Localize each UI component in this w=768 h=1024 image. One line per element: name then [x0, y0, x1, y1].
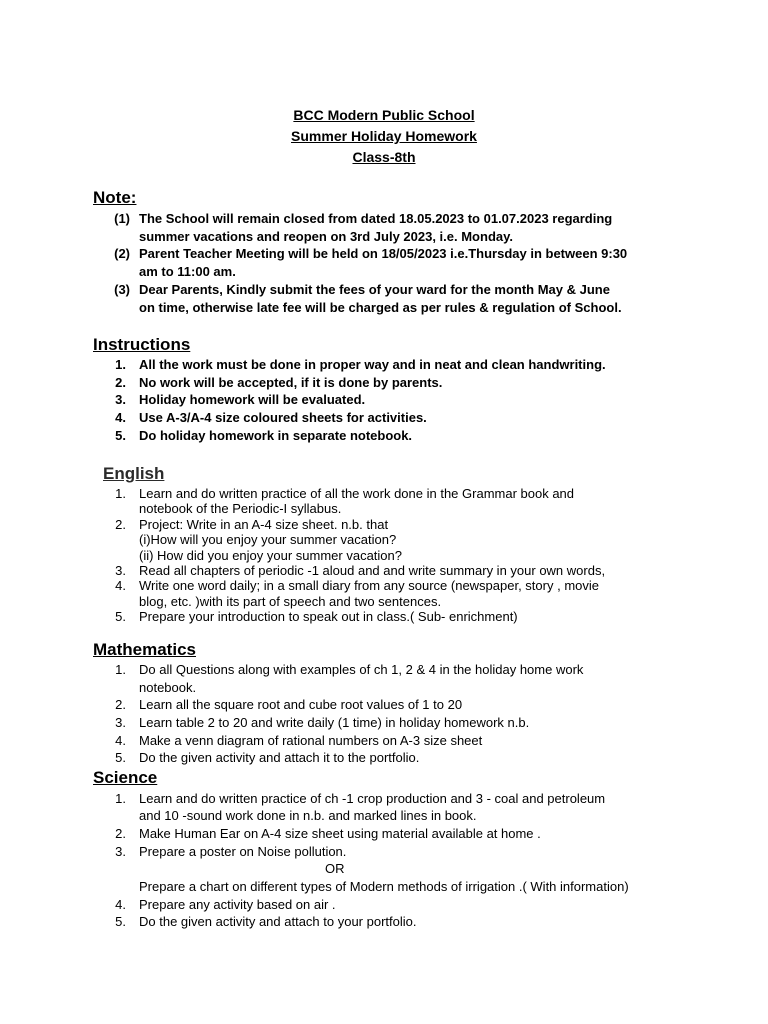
- instruction-number: 5.: [115, 428, 126, 443]
- science-heading: Science: [93, 768, 158, 787]
- science-item-line: Prepare a chart on different types of Modern methods of irrigation .( With information): [139, 879, 629, 894]
- math-item-number: 4.: [115, 733, 126, 748]
- note-item-line: Dear Parents, Kindly submit the fees of your ward for the month May & June: [139, 282, 610, 297]
- english-item-number: 1.: [115, 486, 126, 501]
- instruction-text: No work will be accepted, if it is done by parents.: [139, 375, 443, 390]
- instruction-text: Use A-3/A-4 size coloured sheets for activities.: [139, 410, 427, 425]
- instruction-number: 1.: [115, 357, 126, 372]
- note-heading: Note:: [93, 188, 137, 207]
- note-item-line: Parent Teacher Meeting will be held on 18/05/2023 i.e.Thursday in between 9:30: [139, 246, 628, 261]
- english-heading: English: [103, 464, 165, 483]
- english-item-line: Write one word daily; in a small diary from any source (newspaper, story , movie: [139, 578, 599, 593]
- english-item-line: Learn and do written practice of all the work done in the Grammar book and: [139, 486, 575, 501]
- math-item-line: Do all Questions along with examples of ch 1, 2 & 4 in the holiday home work: [139, 662, 584, 677]
- math-item-number: 5.: [115, 750, 126, 765]
- english-item-line: Prepare your introduction to speak out in class.( Sub- enrichment): [139, 609, 518, 624]
- note-item-line: The School will remain closed from dated 18.05.2023 to 01.07.2023 regarding: [139, 211, 613, 226]
- english-item-line: (ii) How did you enjoy your summer vacation?: [139, 548, 402, 563]
- english-item-number: 2.: [115, 517, 126, 532]
- instruction-number: 4.: [115, 410, 126, 425]
- science-item-number: 5.: [115, 914, 126, 929]
- note-item-number: (1): [114, 211, 130, 226]
- instruction-text: Do holiday homework in separate notebook.: [139, 428, 413, 443]
- instruction-text: Holiday homework will be evaluated.: [139, 392, 366, 407]
- note-item-line: am to 11:00 am.: [139, 264, 236, 279]
- science-or-separator: OR: [325, 861, 345, 876]
- science-item-line: and 10 -sound work done in n.b. and marked lines in book.: [139, 808, 477, 823]
- note-item-number: (2): [114, 246, 130, 261]
- science-item-number: 4.: [115, 897, 126, 912]
- note-item-line: summer vacations and reopen on 3rd July 2023, i.e. Monday.: [139, 229, 513, 244]
- math-item-line: Make a venn diagram of rational numbers on A-3 size sheet: [139, 733, 483, 748]
- note-item-number: (3): [114, 282, 130, 297]
- school-name: BCC Modern Public School: [293, 107, 475, 123]
- science-item-line: Make Human Ear on A-4 size sheet using material available at home .: [139, 826, 541, 841]
- science-item-line: Do the given activity and attach to your portfolio.: [139, 914, 417, 929]
- math-item-line: Learn table 2 to 20 and write daily (1 time) in holiday homework n.b.: [139, 715, 530, 730]
- english-item-line: Read all chapters of periodic -1 aloud and and write summary in your own words,: [139, 563, 606, 578]
- instructions-heading: Instructions: [93, 335, 191, 354]
- class-label: Class-8th: [352, 149, 416, 165]
- math-item-line: Learn all the square root and cube root values of 1 to 20: [139, 697, 463, 712]
- instruction-number: 3.: [115, 392, 126, 407]
- science-item-line: Prepare a poster on Noise pollution.: [139, 844, 347, 859]
- english-item-line: Project: Write in an A-4 size sheet. n.b. that: [139, 517, 389, 532]
- english-item-number: 3.: [115, 563, 126, 578]
- english-item-number: 5.: [115, 609, 126, 624]
- math-item-line: notebook.: [139, 680, 197, 695]
- math-item-number: 3.: [115, 715, 126, 730]
- science-item-line: Learn and do written practice of ch -1 crop production and 3 - coal and petroleum: [139, 791, 606, 806]
- instruction-number: 2.: [115, 375, 126, 390]
- english-item-line: (i)How will you enjoy your summer vacation?: [139, 532, 397, 547]
- science-item-line: Prepare any activity based on air .: [139, 897, 336, 912]
- science-item-number: 1.: [115, 791, 126, 806]
- science-item-number: 2.: [115, 826, 126, 841]
- math-item-number: 1.: [115, 662, 126, 677]
- document-title: Summer Holiday Homework: [291, 128, 477, 144]
- science-item-number: 3.: [115, 844, 126, 859]
- instruction-text: All the work must be done in proper way and in neat and clean handwriting.: [139, 357, 606, 372]
- english-item-line: blog, etc. )with its part of speech and two sentences.: [139, 594, 442, 609]
- mathematics-heading: Mathematics: [93, 640, 196, 659]
- english-item-number: 4.: [115, 578, 126, 593]
- english-item-line: notebook of the Periodic-I syllabus.: [139, 501, 342, 516]
- math-item-number: 2.: [115, 697, 126, 712]
- note-item-line: on time, otherwise late fee will be charged as per rules & regulation of School.: [139, 300, 622, 315]
- math-item-line: Do the given activity and attach it to the portfolio.: [139, 750, 420, 765]
